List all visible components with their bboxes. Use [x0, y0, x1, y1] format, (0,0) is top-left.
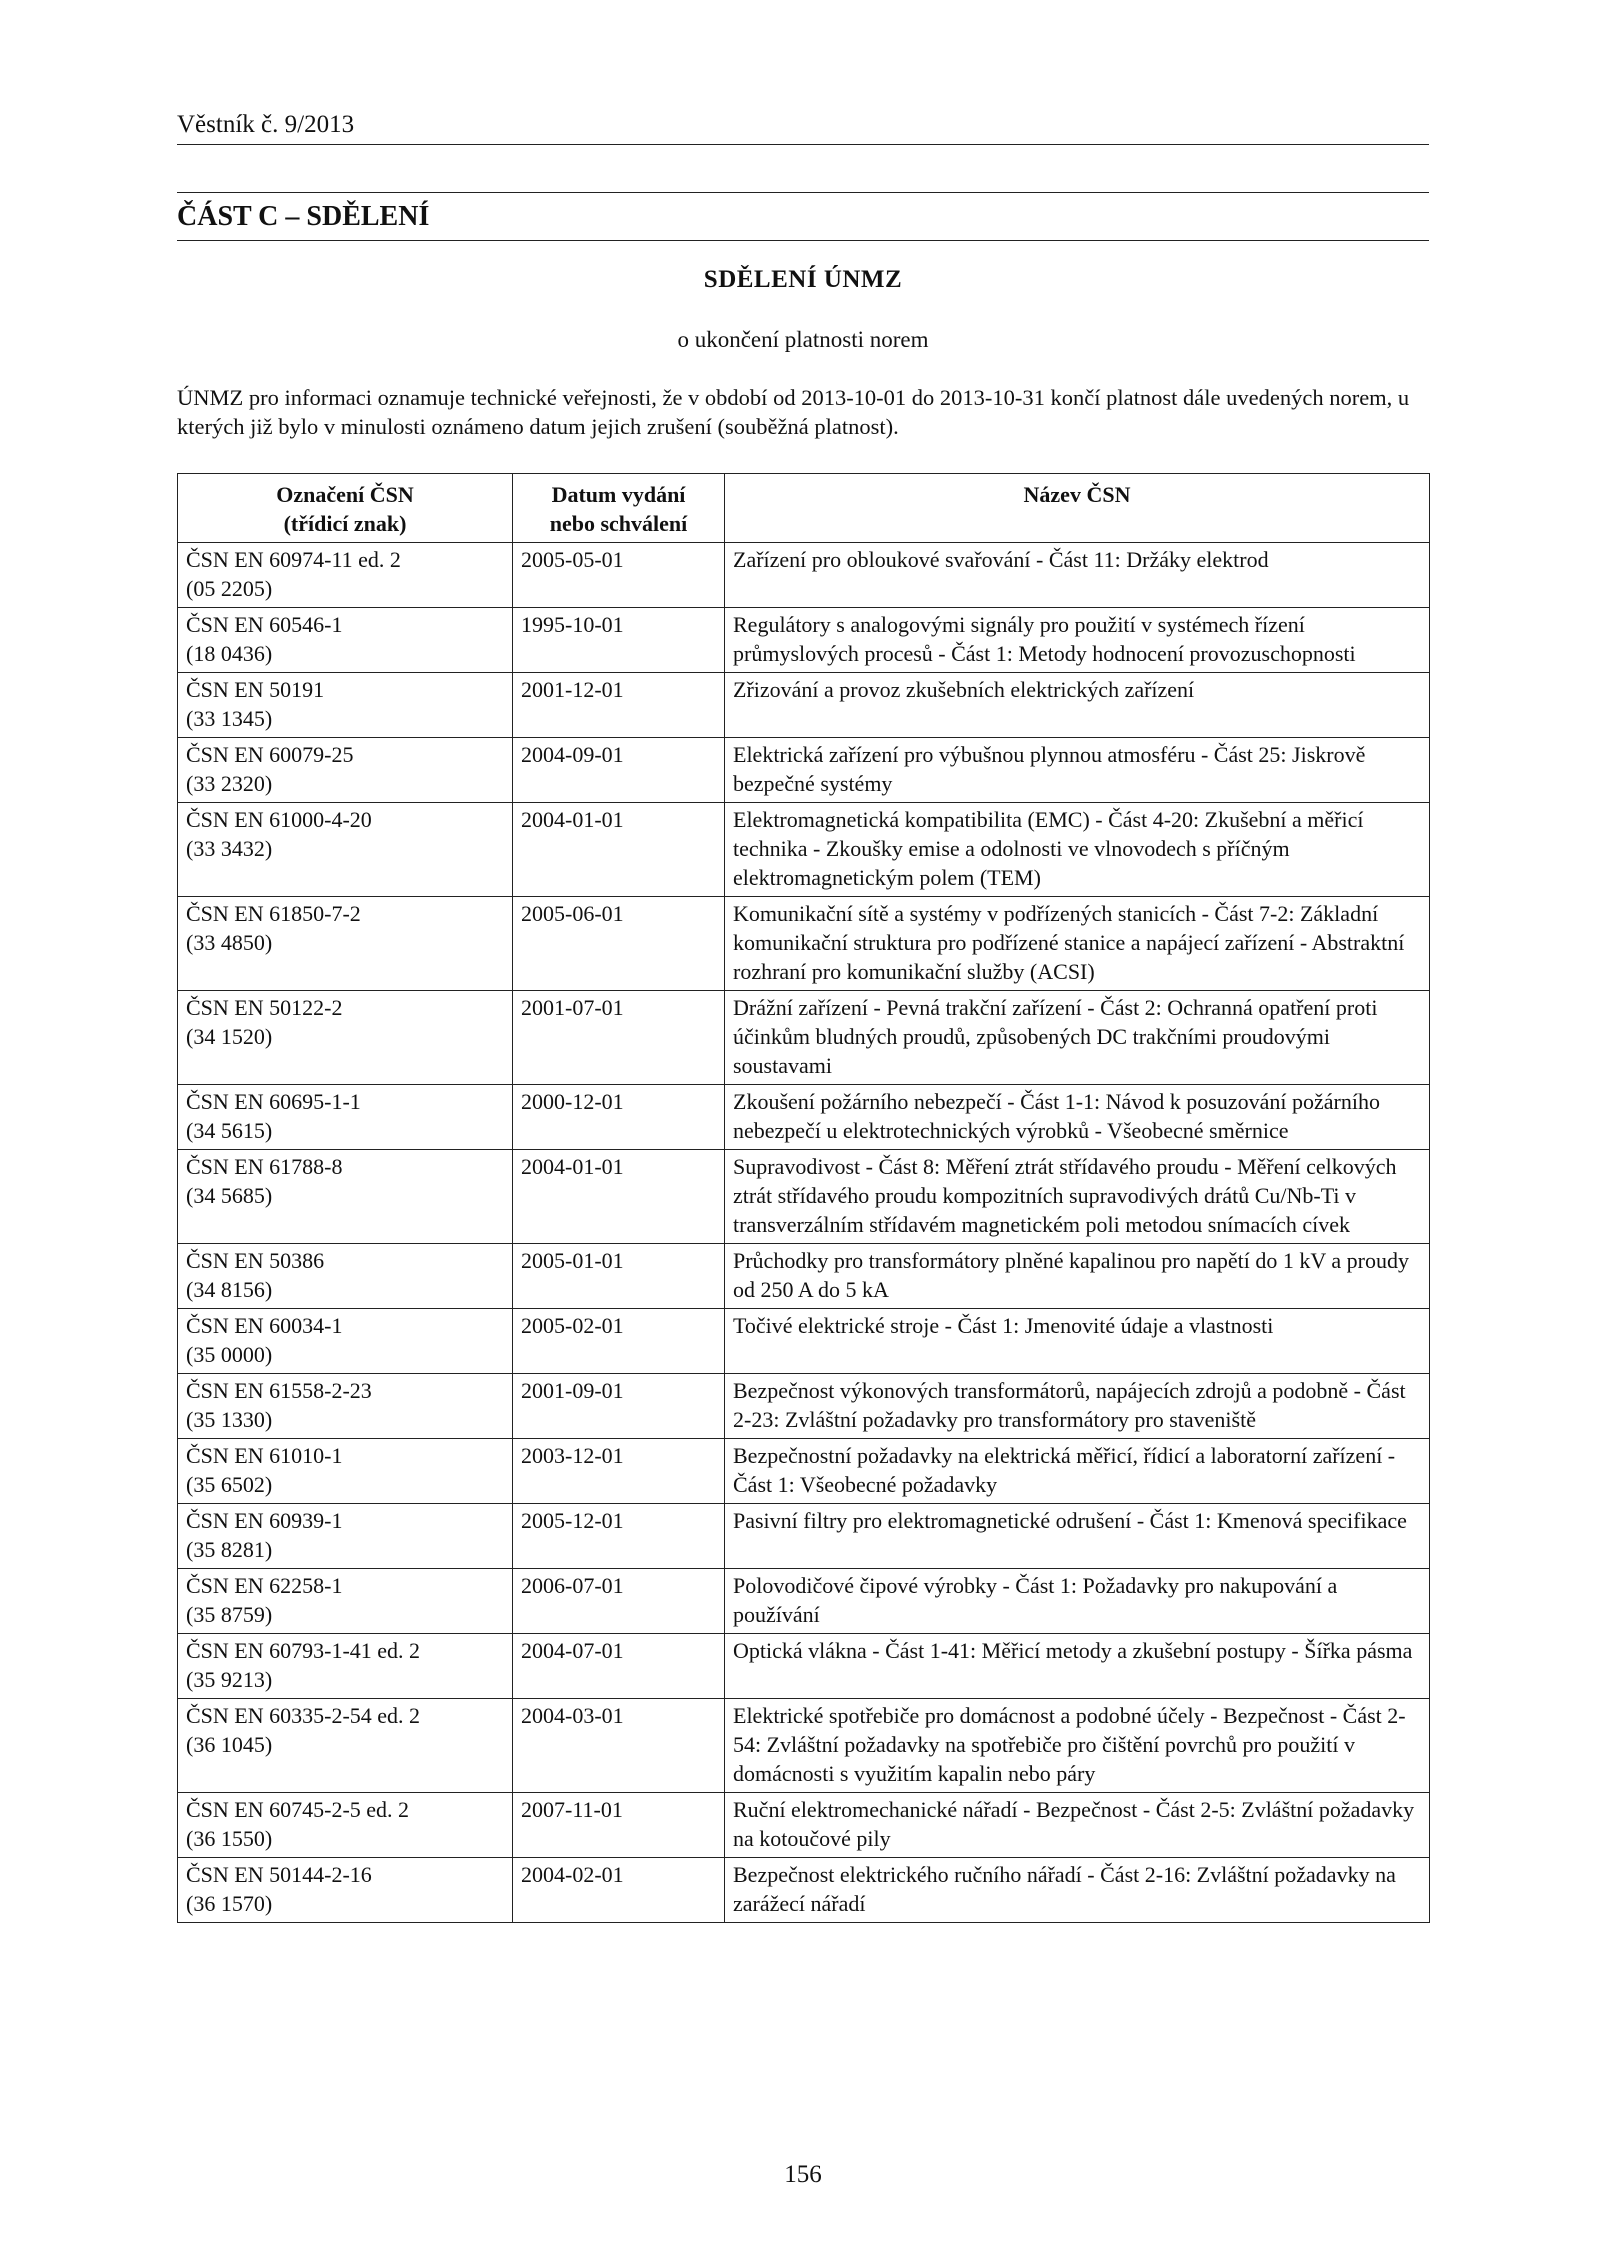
cell-date: 1995-10-01 — [513, 608, 725, 673]
standard-code: ČSN EN 50386 — [186, 1248, 325, 1273]
cell-date: 2001-12-01 — [513, 673, 725, 738]
table-row — [178, 1244, 1430, 1309]
cell-designation — [178, 1085, 513, 1150]
cell-standard-name: Zařízení pro obloukové svařování - Část 11: Držáky elektrod — [725, 543, 1430, 608]
standard-code: ČSN EN 60974-11 ed. 2 — [186, 547, 401, 572]
cell-date: 2001-07-01 — [513, 991, 725, 1085]
section-title: ČÁST C – SDĚLENÍ — [177, 192, 1429, 241]
norms-table-body — [178, 543, 1430, 1923]
cell-date: 2006-07-01 — [513, 1569, 725, 1634]
classification-mark: (36 1550) — [186, 1826, 273, 1851]
cell-designation — [178, 1569, 513, 1634]
cell-designation — [178, 1150, 513, 1244]
cell-date: 2005-05-01 — [513, 543, 725, 608]
table-row — [178, 1309, 1430, 1374]
standard-code: ČSN EN 61000-4-20 — [186, 807, 372, 832]
standard-code: ČSN EN 60335-2-54 ed. 2 — [186, 1703, 421, 1728]
cell-date: 2005-12-01 — [513, 1504, 725, 1569]
table-row — [178, 1569, 1430, 1634]
cell-standard-name: Komunikační sítě a systémy v podřízených stanicích - Část 7-2: Základní komunikační struktura pro podřízené stanice a napájecí zařízení - Abstraktní rozhraní pro komunikační služby (ACSI) — [725, 897, 1430, 991]
cell-standard-name: Průchodky pro transformátory plněné kapalinou pro napětí do 1 kV a proudy od 250 A do 5 kA — [725, 1244, 1430, 1309]
notice-title: SDĚLENÍ ÚNMZ — [703, 266, 903, 293]
cell-date: 2004-03-01 — [513, 1699, 725, 1793]
header-date — [513, 474, 725, 543]
classification-mark: (35 8281) — [186, 1537, 273, 1562]
classification-mark: (35 8759) — [186, 1602, 273, 1627]
intro-paragraph: ÚNMZ pro informaci oznamuje technické veřejnosti, že v období od 2013-10-01 do 2013-10-31 končí platnost dále uvedených norem, u kterých již bylo v minulosti oznámeno datum jejich zrušení (souběžná platnost). — [177, 385, 1410, 439]
classification-mark: (35 6502) — [186, 1472, 273, 1497]
table-row — [178, 1504, 1430, 1569]
cell-date: 2004-09-01 — [513, 738, 725, 803]
page-number: 156 — [784, 2161, 822, 2188]
cell-designation — [178, 1699, 513, 1793]
cell-designation — [178, 1858, 513, 1923]
cell-standard-name: Optická vlákna - Část 1-41: Měřicí metody a zkušební postupy - Šířka pásma — [725, 1634, 1430, 1699]
classification-mark: (35 9213) — [186, 1667, 273, 1692]
header-name — [725, 474, 1430, 543]
table-row — [178, 803, 1430, 897]
standard-code: ČSN EN 60745-2-5 ed. 2 — [186, 1797, 410, 1822]
cell-standard-name: Elektromagnetická kompatibilita (EMC) - Část 4-20: Zkušební a měřicí technika - Zkoušky emise a odolnosti ve vlnovodech s příčným elektromagnetickým polem (TEM) — [725, 803, 1430, 897]
cell-standard-name: Zkoušení požárního nebezpečí - Část 1-1: Návod k posuzování požárního nebezpečí u elektrotechnických výrobků - Všeobecné směrnice — [725, 1085, 1430, 1150]
cell-standard-name: Drážní zařízení - Pevná trakční zařízení - Část 2: Ochranná opatření proti účinkům bludných proudů, způsobených DC trakčními proudovými soustavami — [725, 991, 1430, 1085]
table-row — [178, 1085, 1430, 1150]
cell-designation — [178, 897, 513, 991]
standard-code: ČSN EN 60695-1-1 — [186, 1089, 361, 1114]
table-row — [178, 608, 1430, 673]
header-date-label: Datum vydání — [551, 482, 686, 507]
table-row — [178, 543, 1430, 608]
cell-standard-name: Bezpečnost elektrického ručního nářadí - Část 2-16: Zvláštní požadavky na zarážecí nářadí — [725, 1858, 1430, 1923]
standard-code: ČSN EN 62258-1 — [186, 1573, 343, 1598]
cell-standard-name: Polovodičové čipové výrobky - Část 1: Požadavky pro nakupování a používání — [725, 1569, 1430, 1634]
table-row — [178, 897, 1430, 991]
cell-designation — [178, 1309, 513, 1374]
standard-code: ČSN EN 50191 — [186, 677, 325, 702]
cell-standard-name: Elektrická zařízení pro výbušnou plynnou atmosféru - Část 25: Jiskrově bezpečné systémy — [725, 738, 1430, 803]
table-row — [178, 1699, 1430, 1793]
cell-date: 2000-12-01 — [513, 1085, 725, 1150]
norms-table — [177, 473, 1430, 1923]
cell-standard-name: Pasivní filtry pro elektromagnetické odrušení - Část 1: Kmenová specifikace — [725, 1504, 1430, 1569]
table-header-row — [178, 474, 1430, 543]
table-row — [178, 738, 1430, 803]
table-row — [178, 673, 1430, 738]
cell-date: 2007-11-01 — [513, 1793, 725, 1858]
standard-code: ČSN EN 61010-1 — [186, 1443, 343, 1468]
cell-designation — [178, 803, 513, 897]
table-row — [178, 1150, 1430, 1244]
classification-mark: (34 8156) — [186, 1277, 273, 1302]
classification-mark: (33 2320) — [186, 771, 273, 796]
standard-code: ČSN EN 60939-1 — [186, 1508, 343, 1533]
table-row — [178, 1793, 1430, 1858]
classification-mark: (34 1520) — [186, 1024, 273, 1049]
cell-date: 2004-01-01 — [513, 803, 725, 897]
cell-designation — [178, 991, 513, 1085]
header-name-label: Název ČSN — [1023, 482, 1131, 507]
cell-designation — [178, 543, 513, 608]
cell-date: 2004-07-01 — [513, 1634, 725, 1699]
cell-standard-name: Bezpečnost výkonových transformátorů, napájecích zdrojů a podobně - Část 2-23: Zvláštní požadavky pro transformátory pro staveniště — [725, 1374, 1430, 1439]
standard-code: ČSN EN 60079-25 — [186, 742, 354, 767]
classification-mark: (18 0436) — [186, 641, 273, 666]
standard-code: ČSN EN 60034-1 — [186, 1313, 343, 1338]
cell-standard-name: Elektrické spotřebiče pro domácnost a podobné účely - Bezpečnost - Část 2-54: Zvláštní požadavky na spotřebiče pro čištění povrchů pro použití v domácnosti s využitím kapalin nebo páry — [725, 1699, 1430, 1793]
cell-standard-name: Točivé elektrické stroje - Část 1: Jmenovité údaje a vlastnosti — [725, 1309, 1430, 1374]
cell-standard-name: Bezpečnostní požadavky na elektrická měřicí, řídicí a laboratorní zařízení - Část 1: Všeobecné požadavky — [725, 1439, 1430, 1504]
classification-mark: (34 5685) — [186, 1183, 273, 1208]
table-row — [178, 1858, 1430, 1923]
cell-date: 2001-09-01 — [513, 1374, 725, 1439]
cell-standard-name: Ruční elektromechanické nářadí - Bezpečnost - Část 2-5: Zvláštní požadavky na kotoučové pily — [725, 1793, 1430, 1858]
classification-mark: (05 2205) — [186, 576, 273, 601]
cell-designation — [178, 738, 513, 803]
classification-mark: (35 0000) — [186, 1342, 273, 1367]
cell-date: 2003-12-01 — [513, 1439, 725, 1504]
header-designation-label: Označení ČSN — [276, 482, 414, 507]
cell-date: 2005-06-01 — [513, 897, 725, 991]
cell-designation — [178, 1439, 513, 1504]
journal-header: Věstník č. 9/2013 — [177, 110, 1429, 145]
header-designation-sub: (třídicí znak) — [283, 511, 407, 536]
table-row — [178, 991, 1430, 1085]
classification-mark: (33 3432) — [186, 836, 273, 861]
cell-date: 2005-02-01 — [513, 1309, 725, 1374]
cell-designation — [178, 1634, 513, 1699]
classification-mark: (34 5615) — [186, 1118, 273, 1143]
notice-subtitle: o ukončení platnosti norem — [677, 327, 929, 352]
table-row — [178, 1374, 1430, 1439]
cell-designation — [178, 1793, 513, 1858]
standard-code: ČSN EN 60546-1 — [186, 612, 343, 637]
cell-date: 2004-01-01 — [513, 1150, 725, 1244]
classification-mark: (35 1330) — [186, 1407, 273, 1432]
table-row — [178, 1634, 1430, 1699]
standard-code: ČSN EN 60793-1-41 ed. 2 — [186, 1638, 421, 1663]
cell-designation — [178, 1374, 513, 1439]
table-row — [178, 1439, 1430, 1504]
standard-code: ČSN EN 61558-2-23 — [186, 1378, 372, 1403]
cell-date: 2005-01-01 — [513, 1244, 725, 1309]
cell-designation — [178, 1244, 513, 1309]
cell-designation — [178, 673, 513, 738]
cell-standard-name: Regulátory s analogovými signály pro použití v systémech řízení průmyslových procesů - Část 1: Metody hodnocení provozuschopnosti — [725, 608, 1430, 673]
classification-mark: (33 1345) — [186, 706, 273, 731]
classification-mark: (33 4850) — [186, 930, 273, 955]
cell-date: 2004-02-01 — [513, 1858, 725, 1923]
standard-code: ČSN EN 50122-2 — [186, 995, 343, 1020]
standard-code: ČSN EN 61788-8 — [186, 1154, 343, 1179]
cell-designation — [178, 1504, 513, 1569]
cell-standard-name: Zřizování a provoz zkušebních elektrických zařízení — [725, 673, 1430, 738]
standard-code: ČSN EN 61850-7-2 — [186, 901, 361, 926]
classification-mark: (36 1045) — [186, 1732, 273, 1757]
cell-standard-name: Supravodivost - Část 8: Měření ztrát střídavého proudu - Měření celkových ztrát střídavého proudu kompozitních supravodivých drátů Cu/Nb-Ti v transverzálním střídavém magnetickém poli metodou snímacích cívek — [725, 1150, 1430, 1244]
standard-code: ČSN EN 50144-2-16 — [186, 1862, 372, 1887]
classification-mark: (36 1570) — [186, 1891, 273, 1916]
header-date-sub: nebo schválení — [549, 511, 688, 536]
cell-designation — [178, 608, 513, 673]
header-designation — [178, 474, 513, 543]
